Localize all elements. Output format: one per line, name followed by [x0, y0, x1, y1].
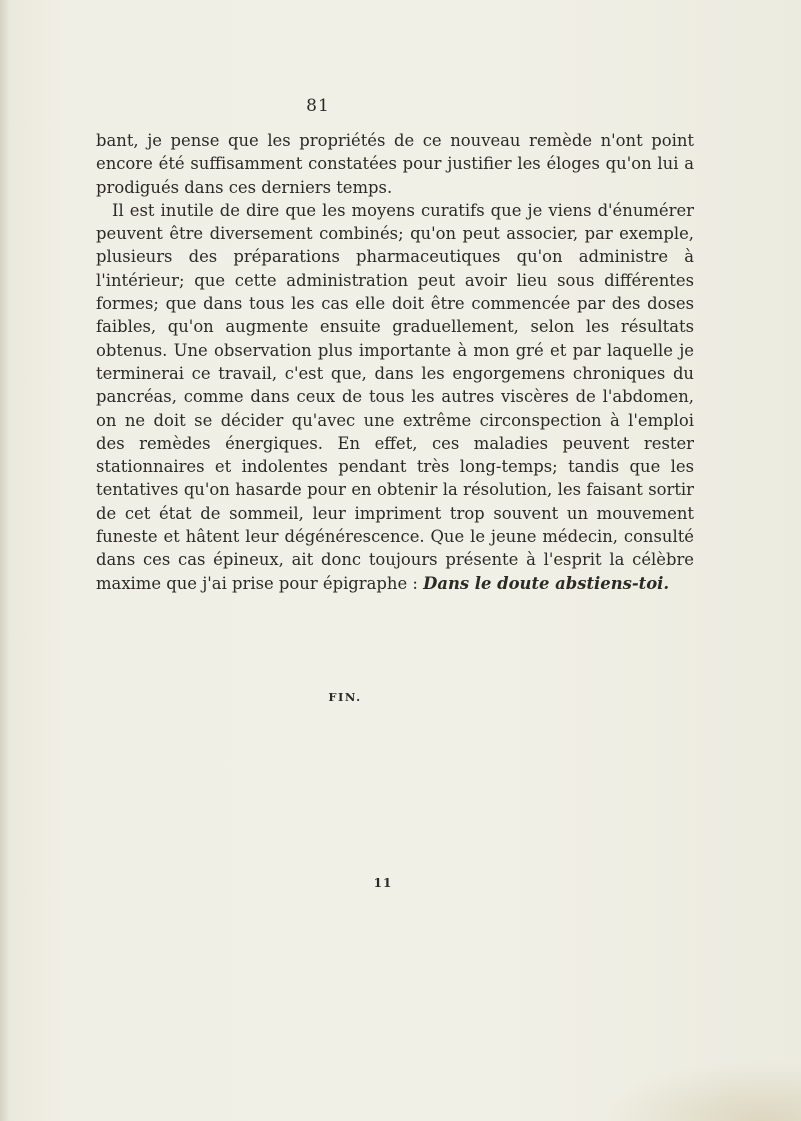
paragraph-1: bant, je pense que les propriétés de ce nouveau remède n'ont point encore été suffisamment constatées pour justifier les éloges qu'on lui a prodigués dans ces derniers temps.	[96, 131, 694, 197]
paragraph-2-text: Il est inutile de dire que les moyens curatifs que je viens d'énumérer peuvent être diversement combinés; qu'on peut associer, par exemple, plusieurs des préparations pharmaceutiques qu'on administre à l'intérieur; que cette administration peut avoir lieu sous différentes formes; que dans tous les cas elle doit être commencée par des doses faibles, qu'on augmente ensuite graduellement, selon les résultats obtenus. Une observation plus importante à mon gré et par laquelle je terminerai ce travail, c'est que, dans les engorgemens chroniques du pancréas, comme dans ceux de tous les autres viscères de l'abdomen, on ne doit se décider qu'avec une extrême circonspection à l'emploi des remèdes énergiques. En effet, ces maladies peuvent rester stationnaires et indolentes pendant très long-temps; tandis que les tentatives qu'on hasarde pour en obtenir la résolution, les faisant sortir de cet état de sommeil, leur impriment trop souvent un mouvement funeste et hâtent leur dégénérescence. Que le jeune médecin, consulté dans ces cas épineux, ait donc toujours présente à l'esprit la célèbre maxime que j'ai prise pour épigraphe :	[96, 200, 694, 593]
epigraph: Dans le doute abstiens-toi.	[423, 573, 670, 593]
page-edge-shadow	[0, 0, 10, 1121]
paragraph-2	[96, 199, 694, 595]
signature-mark: 11	[373, 876, 393, 890]
page-number: 81	[306, 96, 330, 116]
fin-label: FIN.	[328, 690, 362, 704]
paper-stain	[600, 1060, 801, 1121]
body-text	[96, 129, 694, 595]
